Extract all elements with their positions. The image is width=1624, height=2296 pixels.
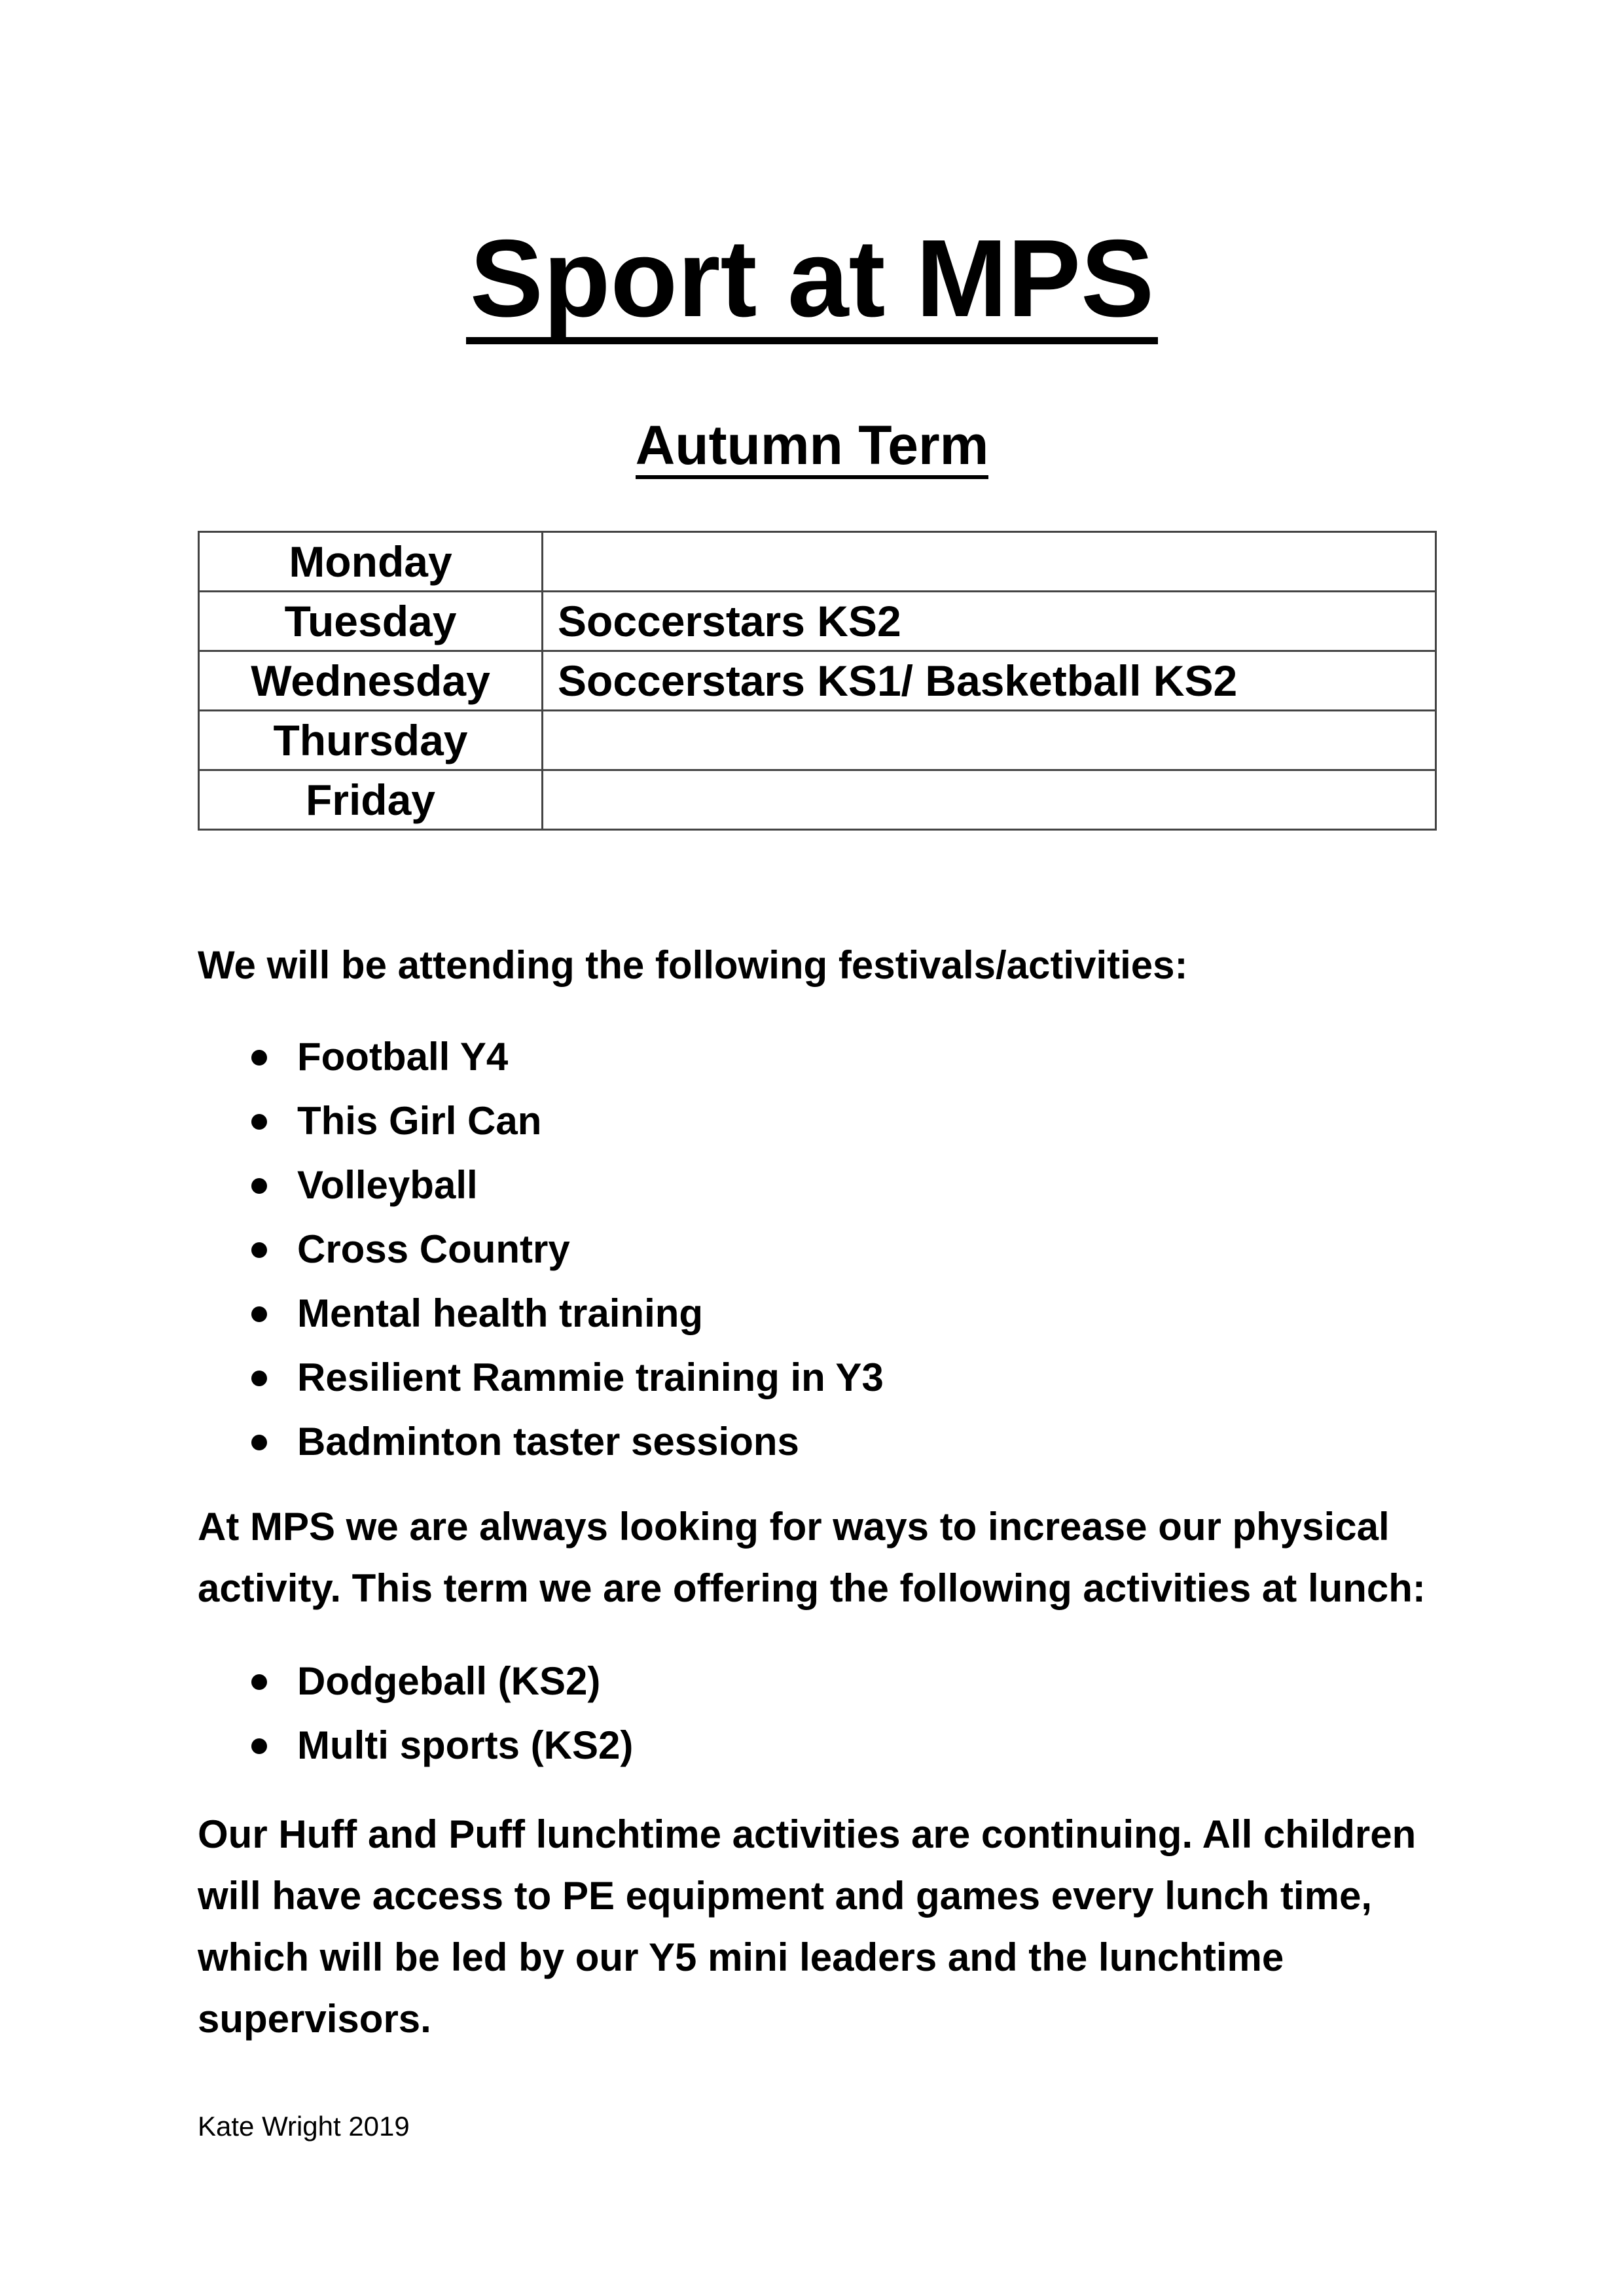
list-item-label: Dodgeball (KS2) bbox=[297, 1659, 601, 1703]
activity-cell bbox=[543, 770, 1436, 830]
table-row bbox=[199, 651, 1436, 711]
day-cell: Wednesday bbox=[199, 651, 543, 711]
lunch-activities-list bbox=[198, 1649, 1409, 1778]
list-item-label: Resilient Rammie training in Y3 bbox=[297, 1355, 884, 1399]
table-row bbox=[199, 711, 1436, 770]
list-item bbox=[198, 1713, 1409, 1778]
table-row bbox=[199, 592, 1436, 651]
list-item-label: Badminton taster sessions bbox=[297, 1420, 799, 1463]
list-item bbox=[198, 1217, 1409, 1282]
festivals-list bbox=[198, 1025, 1409, 1474]
activity-cell bbox=[543, 711, 1436, 770]
page-title-text: Sport at MPS bbox=[466, 219, 1158, 344]
list-item bbox=[198, 1649, 1409, 1713]
bullet-icon bbox=[251, 1114, 267, 1130]
lunch-intro: At MPS we are always looking for ways to increase our physical activity. This term we are offering the following activities at lunch: bbox=[198, 1505, 1426, 1610]
list-item-label: Mental health training bbox=[297, 1291, 704, 1335]
table-row bbox=[199, 770, 1436, 830]
list-item-label: Volleyball bbox=[297, 1163, 478, 1207]
list-item bbox=[198, 1025, 1409, 1089]
footer-author: Kate Wright 2019 bbox=[198, 2111, 410, 2142]
bullet-icon bbox=[251, 1435, 267, 1450]
activity-cell bbox=[543, 532, 1436, 592]
bullet-icon bbox=[251, 1306, 267, 1322]
list-item-label: Multi sports (KS2) bbox=[297, 1723, 634, 1767]
term-subtitle-text: Autumn Term bbox=[636, 415, 989, 479]
festivals-intro: We will be attending the following festivals/activities: bbox=[198, 943, 1188, 987]
day-cell: Thursday bbox=[199, 711, 543, 770]
table-row bbox=[199, 532, 1436, 592]
bullet-icon bbox=[251, 1050, 267, 1066]
day-cell: Tuesday bbox=[199, 592, 543, 651]
page-title bbox=[0, 213, 1624, 344]
list-item-label: Cross Country bbox=[297, 1227, 570, 1271]
list-item-label: Football Y4 bbox=[297, 1035, 509, 1079]
activity-cell: Soccerstars KS2 bbox=[543, 592, 1436, 651]
list-item bbox=[198, 1346, 1409, 1410]
bullet-icon bbox=[251, 1674, 267, 1690]
list-item bbox=[198, 1282, 1409, 1346]
weekly-schedule-table bbox=[198, 531, 1437, 831]
closing-paragraph: Our Huff and Puff lunchtime activities are continuing. All children will have access to PE equipment and games every lunch time, which will be led by our Y5 mini leaders and the lunchtime supervisors. bbox=[198, 1812, 1416, 2041]
list-item-label: This Girl Can bbox=[297, 1099, 542, 1143]
activity-cell: Soccerstars KS1/ Basketball KS2 bbox=[543, 651, 1436, 711]
list-item bbox=[198, 1410, 1409, 1474]
bullet-icon bbox=[251, 1371, 267, 1386]
day-cell: Friday bbox=[199, 770, 543, 830]
list-item bbox=[198, 1089, 1409, 1153]
day-cell: Monday bbox=[199, 532, 543, 592]
bullet-icon bbox=[251, 1242, 267, 1258]
term-subtitle bbox=[0, 412, 1624, 479]
bullet-icon bbox=[251, 1738, 267, 1754]
list-item bbox=[198, 1153, 1409, 1217]
bullet-icon bbox=[251, 1178, 267, 1194]
